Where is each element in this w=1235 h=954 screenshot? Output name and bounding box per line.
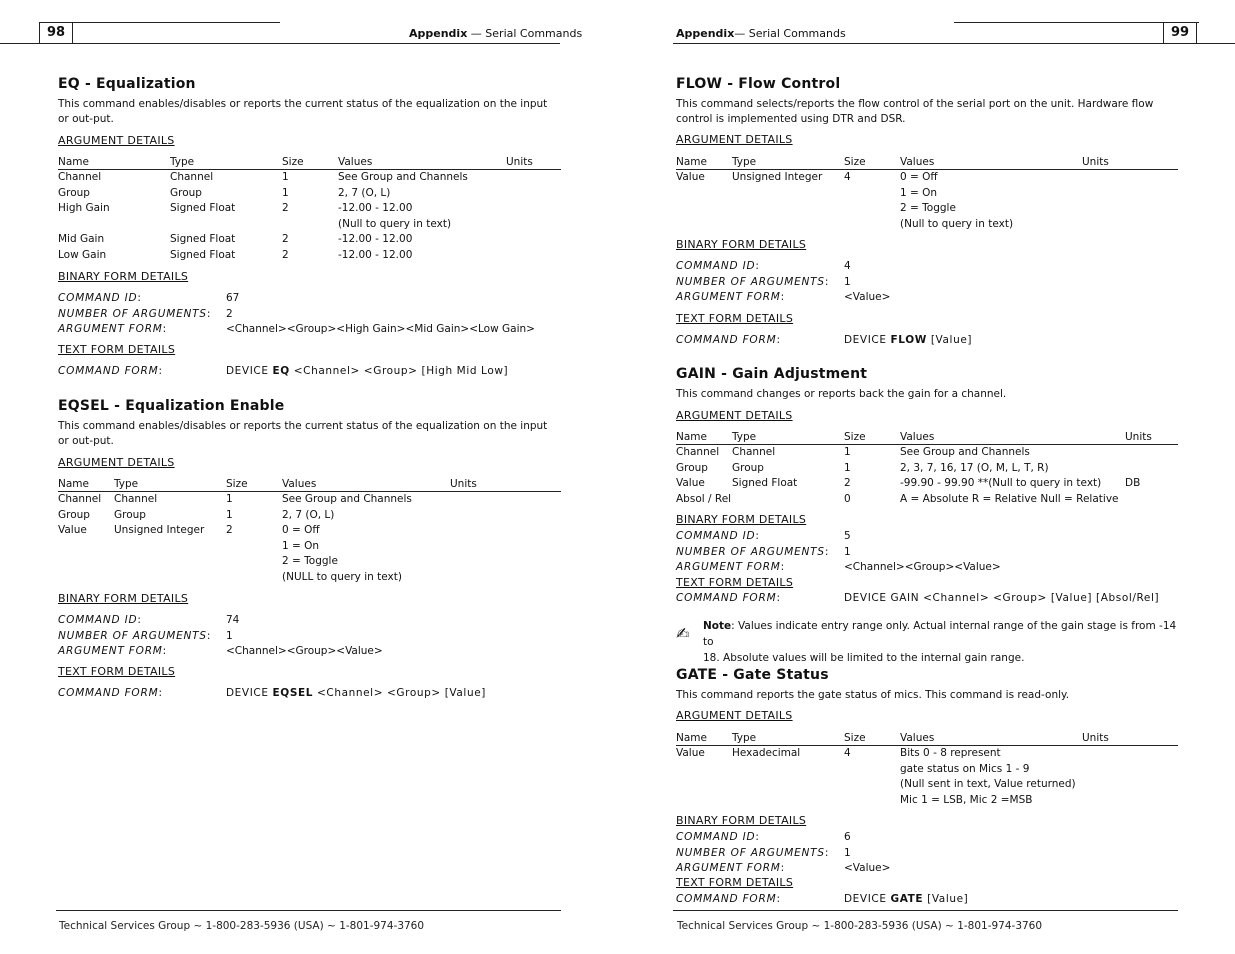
section-title-gain: GAIN - Gain Adjustment [676,366,868,382]
column-header: Type [732,731,844,746]
page-footer: Technical Services Group ~ 1-800-283-5936 (USA) ~ 1-801-974-3760 [677,920,1043,932]
text-form-details: COMMAND FORM : DEVICE EQ <Channel> <Group> [High Mid Low] [58,365,509,377]
column-header: Type [732,430,844,445]
binary-form-heading: BINARY FORM DETAILS [58,270,189,283]
argument-details-heading: ARGUMENT DETAILS [676,409,793,422]
table-row: 2 = Toggle [282,555,338,567]
text-form-heading: TEXT FORM DETAILS [58,343,176,356]
table-row: Absol / Rel 0 A = Absolute R = Relative Null = Relative [676,492,1119,505]
section-description: This command changes or reports back the gain for a channel. [676,388,1007,400]
column-header: Name [58,155,170,170]
argument-table [676,731,1178,808]
table-row: 1 = On [900,186,938,199]
column-header: Size [844,731,900,746]
table-row: Channel Channel 1 See Group and Channels [58,171,468,183]
table-row: Channel Channel 1 See Group and Channels [58,493,412,505]
column-header: Values [900,155,1082,170]
section-title-flow: FLOW - Flow Control [676,76,841,92]
column-header: Name [58,477,114,492]
pencil-note-icon: ✍ [676,624,690,643]
table-row: Group Group 1 2, 7 (O, L) [58,508,335,521]
text-form-heading: TEXT FORM DETAILS [676,876,794,889]
column-header: Values [282,477,450,492]
argument-details-heading: ARGUMENT DETAILS [676,133,793,146]
table-row: (Null sent in text, Value returned) [900,778,1076,790]
table-row: gate status on Mics 1 - 9 [900,762,1030,775]
column-header: Size [282,155,338,170]
binary-form-details: COMMAND ID : 67 NUMBER OF ARGUMENTS : 2 ARGUMENT FORM : <Channel><Group><High Gain><Mid Gain><Low Gain> [58,292,535,335]
text-form-details: COMMAND FORM : DEVICE GATE [Value] [676,893,969,905]
running-header: Appendix — Serial Commands [409,27,583,40]
binary-form-details: COMMAND ID : 4 NUMBER OF ARGUMENTS : 1 ARGUMENT FORM : <Value> [676,260,891,303]
column-header: Size [844,155,900,170]
section-description: This command selects/reports the flow control of the serial port on the unit. Hardware flow control is implemented using DTR and DSR. [676,98,1154,125]
column-header: Type [170,155,282,170]
table-row: Mid Gain Signed Float 2 -12.00 - 12.00 [58,233,413,245]
footer-rule [56,910,561,911]
argument-details-heading: ARGUMENT DETAILS [676,709,793,722]
binary-form-details: COMMAND ID : 6 NUMBER OF ARGUMENTS : 1 ARGUMENT FORM : <Value> [676,831,891,874]
column-header: Name [676,430,732,445]
column-header: Size [844,430,900,445]
section-description: This command enables/disables or reports the current status of the equalization on the input or out-put. [58,98,548,125]
page-number: 99 [1163,22,1197,44]
header-rule [0,43,560,44]
table-row: 2 = Toggle [900,202,956,214]
table-row: Value Unsigned Integer 2 0 = Off [58,524,320,536]
argument-details-heading: ARGUMENT DETAILS [58,134,175,147]
table-row: (NULL to query in text) [282,570,402,583]
column-header: Values [900,731,1082,746]
section-title-eq: EQ - Equalization [58,76,196,92]
column-header: Type [114,477,226,492]
text-form-details: COMMAND FORM : DEVICE FLOW [Value] [676,334,973,346]
column-header: Units [1082,155,1178,170]
running-header: Appendix— Serial Commands [676,27,846,40]
page-footer: Technical Services Group ~ 1-800-283-5936 (USA) ~ 1-801-974-3760 [59,920,425,932]
text-form-details: COMMAND FORM : DEVICE GAIN <Channel> <Group> [Value] [Absol/Rel] [676,592,1160,604]
column-header: Units [450,477,561,492]
section-title-eqsel: EQSEL - Equalization Enable [58,398,285,414]
argument-details-heading: ARGUMENT DETAILS [58,456,175,469]
argument-table [676,430,1178,507]
section-description: This command reports the gate status of mics. This command is read-only. [676,689,1070,701]
column-header: Units [506,155,561,170]
binary-form-details: COMMAND ID : 74 NUMBER OF ARGUMENTS : 1 ARGUMENT FORM : <Channel><Group><Value> [58,614,383,657]
left-page [0,0,617,954]
binary-form-heading: BINARY FORM DETAILS [676,513,807,526]
argument-table [58,155,561,263]
column-header: Name [676,155,732,170]
text-form-heading: TEXT FORM DETAILS [676,312,794,325]
table-row: (Null to query in text) [900,217,1014,230]
footer-rule [673,910,1178,911]
binary-form-heading: BINARY FORM DETAILS [58,592,189,605]
column-header: Units [1125,430,1178,445]
table-row: Value Unsigned Integer 4 0 = Off [676,171,938,183]
section-description: This command enables/disables or reports the current status of the equalization on the input or out-put. [58,420,548,447]
header-rule-top [72,22,280,23]
table-row: (Null to query in text) [338,217,452,230]
table-row: Group Group 1 2, 7 (O, L) [58,186,391,199]
column-header: Units [1082,731,1178,746]
table-row: Value Signed Float 2 -99.90 - 99.90 **(Null to query in text) DB [676,477,1141,489]
argument-table [676,155,1178,232]
header-rule [673,43,1235,44]
column-header: Type [732,155,844,170]
argument-table [58,477,561,585]
text-form-heading: TEXT FORM DETAILS [58,665,176,678]
text-form-heading: TEXT FORM DETAILS [676,576,794,589]
gain-note: Note: Values indicate entry range only. Actual internal range of the gain stage is from -14 to 18. Absolute values will be limited to the internal gain range. [703,620,1177,664]
text-form-details: COMMAND FORM : DEVICE EQSEL <Channel> <Group> [Value] [58,687,486,699]
section-title-gate: GATE - Gate Status [676,667,829,683]
table-row: Mic 1 = LSB, Mic 2 =MSB [900,793,1033,806]
table-row: Low Gain Signed Float 2 -12.00 - 12.00 [58,248,413,261]
right-page [618,0,1235,954]
table-row: High Gain Signed Float 2 -12.00 - 12.00 [58,202,413,214]
column-header: Size [226,477,282,492]
table-row: Group Group 1 2, 3, 7, 16, 17 (O, M, L, T, R) [676,461,1049,474]
binary-form-details: COMMAND ID : 5 NUMBER OF ARGUMENTS : 1 ARGUMENT FORM : <Channel><Group><Value> [676,530,1001,573]
column-header: Values [338,155,506,170]
page-number: 98 [39,22,73,44]
table-row: Channel Channel 1 See Group and Channels [676,446,1030,458]
binary-form-heading: BINARY FORM DETAILS [676,238,807,251]
table-row: Value Hexadecimal 4 Bits 0 - 8 represent [676,747,1001,759]
column-header: Name [676,731,732,746]
column-header: Values [900,430,1125,445]
table-row: 1 = On [282,539,320,552]
binary-form-heading: BINARY FORM DETAILS [676,814,807,827]
